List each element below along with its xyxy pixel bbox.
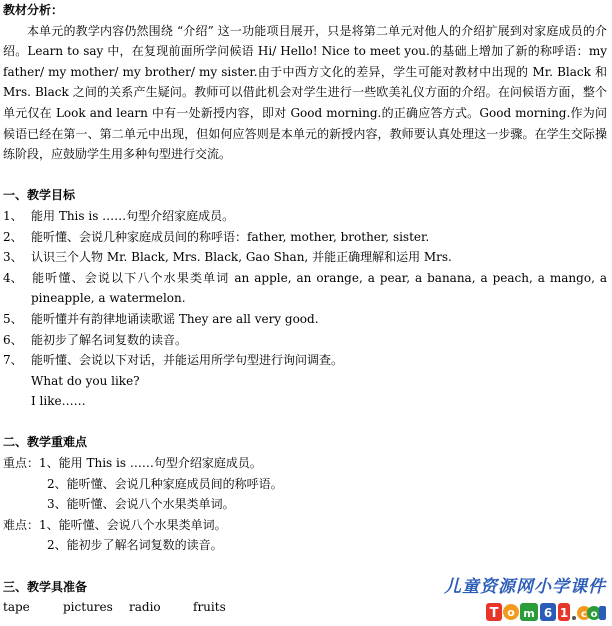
goal-item: 4、 能听懂、会说以下八个水果类单词 an apple, an orange, a pear, a banana, a peach, a mango, a pineapple, a watermelon. [3, 270, 607, 306]
goal-item: 2、 能听懂、会说几种家庭成员间的称呼语：father, mother, brother, sister. [3, 229, 430, 244]
section-heading-analysis: 教材分析： [3, 3, 64, 17]
watermark-title: 儿童资源网小学课件 [444, 577, 606, 597]
section-heading-keypoints: 二、教学重难点 [3, 435, 88, 450]
goal-item: 3、 认识三个人物 Mr. Black, Mrs. Black, Gao Shan, 并能正确理解和运用 Mrs. [3, 250, 452, 265]
analysis-paragraph: 本单元的教学内容仍然围绕 “介绍” 这一功能项目展开，只是将第二单元对他人的介绍扩展到对家庭成员的介绍。Learn to say 中，在复现前面所学问候语 Hi/ Hello! Nice to meet you.的基础上增加了新的称呼语：my father/ my mother/ my brother/ my sister.由于中西方文化的差异，学生可能对教材中出现的 Mr. Black 和 Mrs. Black 之间的关系产生疑问。教师可以借此机会对学生进行一些欧美礼仪方面的介绍。在问候语方面，整个单元仅在 Look and learn 中有一处新授内容，即对 Good morning.的正确应答方式。Good morning.作为问候语已经在第一、第二单元中出现，但如何应答则是本单元的新授内容，教师要认真处理这一步骤。在学生交际操练阶段，应鼓励学生用多种句型进行交流。 [3, 23, 607, 162]
material-item: tape [3, 600, 30, 615]
dialogue-line: What do you like? [31, 373, 140, 388]
svg-text:6: 6 [543, 606, 553, 620]
blank-line [3, 165, 607, 186]
section-heading-goals: 一、教学目标 [3, 188, 76, 203]
document-page [3, 0, 607, 618]
dialogue-line: I like…… [31, 394, 86, 409]
hard-label: 难点： [3, 517, 40, 532]
tom61-logo [486, 601, 606, 623]
site-watermark [406, 577, 606, 623]
key-label: 重点： [3, 456, 40, 471]
blank-line [3, 556, 607, 577]
material-item: radio [129, 600, 161, 615]
goal-item: 1、 能用 This is ……句型介绍家庭成员。 [3, 208, 235, 223]
material-item: pictures [63, 600, 113, 615]
key-point-item: 3、能听懂、会说八个水果类单词。 [47, 497, 235, 512]
goal-item: 5、 能听懂并有韵律地诵读歌谣 They are all very good. [3, 311, 319, 326]
material-item: fruits [193, 600, 226, 615]
goals-list [3, 206, 607, 412]
svg-text:o: o [507, 606, 515, 619]
blank-line [3, 412, 607, 433]
difficulty-item: 难点：1、能听懂、会说八个水果类单词。 [3, 517, 227, 532]
svg-text:c: c [581, 609, 587, 620]
section-heading-materials: 三、教学具准备 [3, 579, 88, 594]
key-point-item: 2、能听懂、会说几种家庭成员间的称呼语。 [47, 476, 283, 491]
difficulty-item: 2、能初步了解名词复数的读音。 [47, 538, 223, 553]
svg-text:T: T [489, 606, 499, 621]
svg-text:m: m [523, 607, 535, 620]
key-point-item: 重点：1、能用 This is ……句型介绍家庭成员。 [3, 456, 262, 471]
goal-item: 6、 能初步了解名词复数的读音。 [3, 332, 188, 347]
svg-text:o: o [590, 609, 598, 620]
goal-item: 7、 能听懂、会说以下对话，并能运用所学句型进行询问调查。 [3, 353, 344, 368]
svg-text:1: 1 [559, 606, 569, 620]
